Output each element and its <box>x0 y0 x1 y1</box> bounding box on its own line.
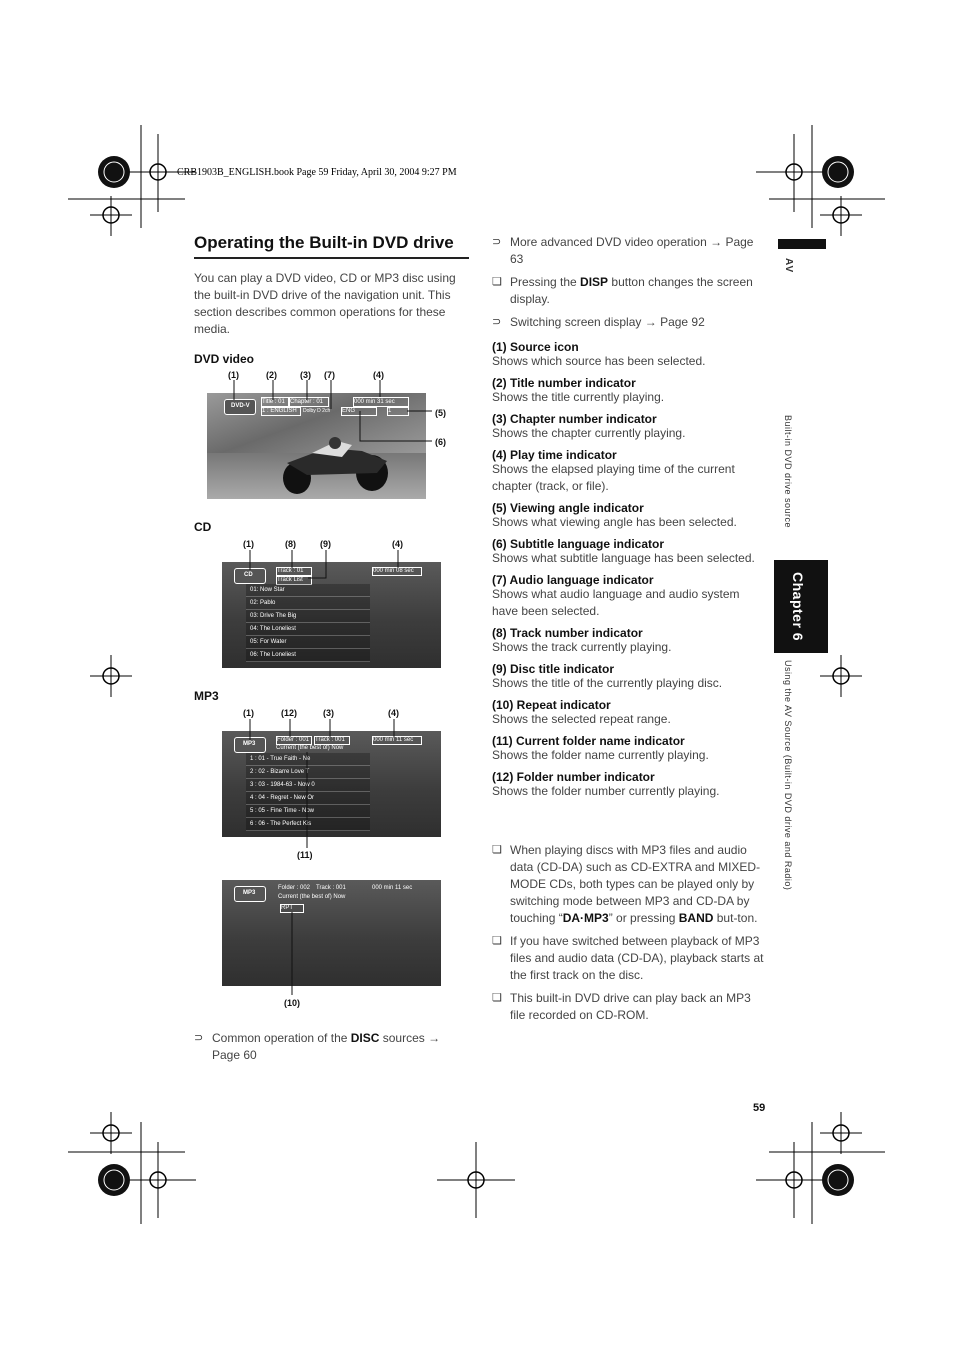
list-item[interactable]: 1 : 01 - True Faith - Ne <box>246 753 370 766</box>
list-item[interactable]: 05: For Water <box>246 636 370 649</box>
right-top-notes <box>492 234 767 331</box>
mp3b-source-icon: MP3 <box>234 886 266 902</box>
cd-callout-9: (9) <box>320 539 331 549</box>
list-item[interactable]: 06: The Loneliest <box>246 649 370 662</box>
list-item[interactable]: 4 : 04 - Regret - New Or <box>246 792 370 805</box>
indicator-item: (4) Play time indicator Shows the elapsed playing time of the current chapter (track, or file). <box>492 448 735 493</box>
chapter-number-indicator: Chapter : 01 <box>289 397 329 407</box>
mp3-track-number-indicator: Track : 001 <box>314 736 350 745</box>
indicator-item: (7) Audio language indicator Shows what audio language and audio system have been selected. <box>492 573 740 618</box>
cd-disc-title-indicator: Track List <box>276 576 312 585</box>
note-item: ⊃ Switching screen display → Page 92 <box>492 315 705 329</box>
indicator-item: (6) Subtitle language indicator Shows what subtitle language has been selected. <box>492 537 755 565</box>
mp3-play-time-indicator: 000 min 11 sec <box>372 736 422 745</box>
callout-5: (5) <box>435 408 446 418</box>
note-item: ❏ Pressing the DISP button changes the screen display. <box>492 275 753 306</box>
source-icon: DVD-V <box>224 399 256 415</box>
mp3-folder-number-indicator: Folder : 001 <box>276 736 312 745</box>
list-item[interactable]: 6 : 06 - The Perfect Kis <box>246 818 370 831</box>
mp3b-folder-number: Folder : 002 <box>278 885 311 891</box>
audio-language-indicator: 1 : ENGLISH <box>261 407 301 416</box>
indicator-item: (3) Chapter number indicator Shows the chapter currently playing. <box>492 412 686 440</box>
viewing-angle-indicator: 1 <box>387 407 409 416</box>
note-item: ❏ If you have switched between playback of MP3 files and audio data (CD-DA), playback starts at the first track on the disc. <box>492 934 764 982</box>
list-item[interactable]: 02: Pablo <box>246 597 370 610</box>
indicator-item: (8) Track number indicator Shows the track currently playing. <box>492 626 672 654</box>
mp3b-callout-10: (10) <box>284 998 301 1008</box>
cd-source-icon: CD <box>234 568 266 584</box>
indicator-item: (9) Disc title indicator Shows the title of the currently playing disc. <box>492 662 723 690</box>
audio-system-indicator: Dolby D 2ch <box>303 408 331 414</box>
callout-6: (6) <box>435 437 446 447</box>
note-item: ⊃ More advanced DVD video operation → Page 63 <box>492 235 754 266</box>
title-number-indicator: Title : 01 <box>261 397 289 407</box>
dvd-section-label: DVD video <box>194 352 255 366</box>
callout-7: (7) <box>324 370 335 380</box>
mp3b-current-folder-name: Current (the best of) Now <box>278 894 346 900</box>
mp3-callout-11: (11) <box>297 850 313 860</box>
side-lower-label: Using the AV Source (Built-in DVD drive and Radio) <box>783 660 793 891</box>
side-upper-label: Built-in DVD drive source <box>783 415 793 529</box>
note-item: ❏ This built-in DVD drive can play back an MP3 file recorded on CD-ROM. <box>492 991 751 1022</box>
print-header: CRB1903B_ENGLISH.book Page 59 Friday, April 30, 2004 9:27 PM <box>177 167 457 178</box>
mp3-source-icon: MP3 <box>234 737 266 753</box>
callout-4: (4) <box>373 370 384 380</box>
callout-2: (2) <box>266 370 277 380</box>
list-item[interactable]: 04: The Loneliest <box>246 623 370 636</box>
mp3b-track-number: Track : 001 <box>316 885 346 891</box>
indicator-item: (1) Source icon Shows which source has been selected. <box>492 340 706 368</box>
bottom-notes <box>492 842 767 1024</box>
indicator-item: (10) Repeat indicator Shows the selected repeat range. <box>492 698 671 726</box>
mp3-callout-3: (3) <box>323 708 334 718</box>
mp3-callout-1: (1) <box>243 708 254 718</box>
list-item[interactable]: 5 : 05 - Fine Time - Now <box>246 805 370 818</box>
mp3-callout-4: (4) <box>388 708 399 718</box>
play-time-indicator: 000 min 31 sec <box>353 397 409 407</box>
mp3b-play-time: 000 min 11 sec <box>372 885 413 891</box>
callout-3: (3) <box>300 370 311 380</box>
indicator-item: (12) Folder number indicator Shows the folder number currently playing. <box>492 770 720 798</box>
left-note-post: sources → Page 60 <box>212 1031 441 1062</box>
cd-track-number-indicator: Track : 01 <box>276 567 312 576</box>
note-item: ❏ When playing discs with MP3 files and audio data (CD-DA) such as CD-EXTRA and MIXED-MODE CDs, both types can be played only by switching mode between MP3 and CD-DA by touching “DA·MP3” or pressing BAND but-ton. <box>492 843 761 925</box>
indicator-list <box>492 339 767 805</box>
indicator-item: (5) Viewing angle indicator Shows what viewing angle has been selected. <box>492 501 737 529</box>
callout-1: (1) <box>228 370 239 380</box>
side-av-label: AV <box>783 258 794 274</box>
intro-paragraph: You can play a DVD video, CD or MP3 disc using the built-in DVD drive of the navigation unit. This section describes common operations for these media. <box>194 271 456 336</box>
chapter-label: Chapter 6 <box>790 572 806 642</box>
indicator-item: (11) Current folder name indicator Shows the folder name currently playing. <box>492 734 709 762</box>
list-item[interactable]: 3 : 03 - 1984-63 - Now 0 <box>246 779 370 792</box>
list-item[interactable]: 2 : 02 - Bizarre Love T <box>246 766 370 779</box>
left-note-bold: DISC <box>350 1031 380 1045</box>
repeat-indicator: RPT <box>280 904 304 913</box>
page-title: Operating the Built-in DVD drive <box>194 233 454 252</box>
list-item[interactable]: 01: Now Star <box>246 584 370 597</box>
cd-play-time-indicator: 000 min 08 sec <box>372 567 422 576</box>
cd-section-label: CD <box>194 520 212 534</box>
side-tab-bar <box>778 239 826 249</box>
cd-callout-1: (1) <box>243 539 254 549</box>
mp3-callout-12: (12) <box>281 708 298 718</box>
chapter-tab <box>774 560 828 653</box>
list-item[interactable]: 03: Drive The Big <box>246 610 370 623</box>
page-number: 59 <box>753 1102 766 1114</box>
left-note: ⊃ Common operation of the DISC sources → Page 60 <box>194 1031 441 1062</box>
subtitle-language-indicator: ENG <box>341 407 377 416</box>
cd-callout-4: (4) <box>392 539 403 549</box>
mp3-section-label: MP3 <box>194 689 219 703</box>
indicator-item: (2) Title number indicator Shows the title currently playing. <box>492 376 665 404</box>
cd-callout-8: (8) <box>285 539 296 549</box>
left-note-pre: Common operation of the <box>212 1031 351 1045</box>
mp3-current-folder-name: Current (the best of) Now <box>276 745 344 751</box>
